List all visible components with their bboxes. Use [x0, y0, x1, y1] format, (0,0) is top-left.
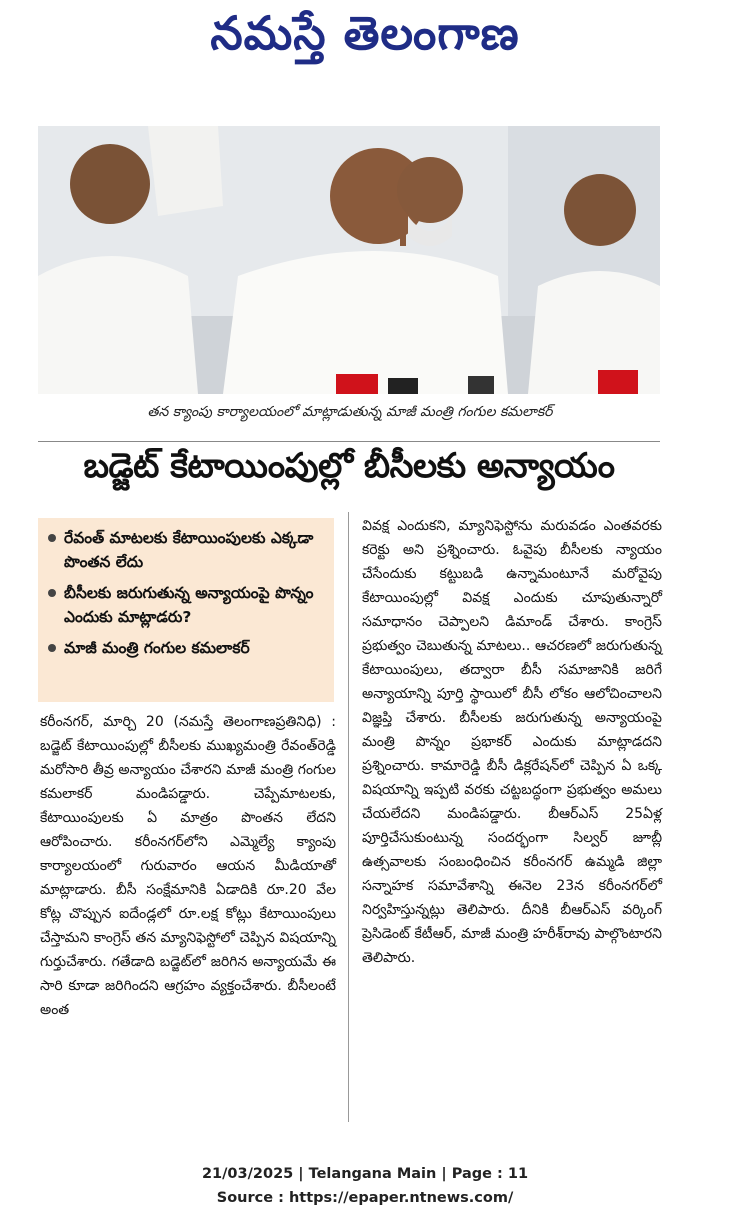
- highlights-box: [38, 518, 334, 702]
- highlight-item: [44, 636, 328, 660]
- footer-date-page: 21/03/2025 | Telangana Main | Page : 11: [201, 1166, 529, 1182]
- article-text-left: కరీంనగర్, మార్చి 20 (నమస్తే తెలంగాణప్రతినిధి) : బడ్జెట్ కేటాయింపుల్లో బీసీలకు ముఖ్యమంత్రి రేవంత్‌రెడ్డి మరోసారి తీవ్ర అన్యాయం చేశారని మాజీ మంత్రి గంగుల కమలాకర్ మండిపడ్డారు. చెప్పేమాటలకు, కేటాయింపులకు ఏ మాత్రం పొంతన లేదని ఆరోపించారు. కరీంనగర్‌లోని ఎమ్మెల్యే క్యాంపు కార్యాలయంలో గురువారం ఆయన మీడియాతో మాట్లాడారు. బీసీ సంక్షేమానికి ఏడాదికి రూ.20 వేల కోట్ల చొప్పున ఐదేండ్లలో రూ.లక్ష కోట్లు కేటాయింపులు చేస్తామని కాంగ్రెస్ తన మ్యానిఫెస్టోలో చెప్పిన విషయాన్ని గుర్తుచేశారు. గతేడాది బడ్జెట్‌లో జరిగిన అన్యాయమే ఈ సారి కూడా జరిగిందని ఆగ్రహం వ్యక్తంచేశారు. బీసీలంటే అంత: [40, 714, 336, 1018]
- article-column-left: [40, 710, 336, 1022]
- highlight-text: బీసీలకు జరుగుతున్న అన్యాయంపై పొన్నం ఎందుకు మాట్లాడరు?: [64, 584, 314, 626]
- article-text-right: వివక్ష ఎందుకని, మ్యానిఫెస్టోను మరువడం ఎంతవరకు కరెక్టు అని ప్రశ్నించారు. ఓవైపు బీసీలకు న్యాయం చేసేందుకు కట్టుబడి ఉన్నామంటూనే మరోవైపు కేటాయింపుల్లో వివక్ష ఎందుకు చూపుతున్నారో సమాధానం చెప్పాలని డిమాండ్ చేశారు. కాంగ్రెస్ ప్రభుత్వం చెబుతున్న మాటలు.. ఆచరణలో జరుగుతున్న కేటాయింపులు, తద్వారా బీసీ సమాజానికి జరిగే అన్యాయాన్ని పూర్తి స్థాయిలో బీసీ లోకం ఆలోచించాలని విజ్ఞప్తి చేశారు. బీసీలకు జరుగుతున్న అన్యాయంపై మంత్రి పొన్నం ప్రభాకర్ ఎందుకు మాట్లాడదని ప్రశ్నించారు. కామారెడ్డి బీసీ డిక్లరేషన్‌లో చెప్పిన ఏ ఒక్క విషయాన్ని ఇప్పటి వరకు చట్టబద్ధంగా ప్రభుత్వం అమలు చేయలేదని మండిపడ్డారు. బీఆర్ఎస్ 25ఏళ్ల పూర్తిచేసుకుంటున్న సందర్భంగా సిల్వర్ జూబ్లీ ఉత్సవాలకు సంబంధించిన కరీంనగర్ ఉమ్మడి జిల్లా సన్నాహక సమావేశాన్ని ఈనెల 23న కరీంనగర్‌లో నిర్వహిస్తున్నట్లు తెలిపారు. దీనికి బీఆర్ఎస్ వర్కింగ్ ప్రెసిడెంట్ కేటీఆర్, మాజీ మంత్రి హరీశ్‌రావు పాల్గొంటారని తెలిపారు.: [362, 518, 662, 966]
- news-photo: [38, 126, 660, 394]
- headline: బడ్జెట్ కేటాయింపుల్లో బీసీలకు అన్యాయం: [83, 446, 615, 486]
- highlight-text: మాజీ మంత్రి గంగుల కమలాకర్: [64, 639, 250, 657]
- masthead: [0, 6, 730, 76]
- column-divider: [348, 512, 349, 1122]
- bullet-icon: [48, 644, 56, 652]
- footer-source: Source : https://epaper.ntnews.com/: [216, 1190, 514, 1206]
- press-meet-image: [38, 126, 660, 394]
- article-column-right: [362, 514, 662, 970]
- caption-divider: [38, 441, 660, 442]
- highlight-text: రేవంత్ మాటలకు కేటాయింపులకు ఎక్కడా పొంతన లేదు: [64, 529, 314, 571]
- bullet-icon: [48, 589, 56, 597]
- highlight-item: [44, 526, 328, 574]
- highlight-item: [44, 581, 328, 629]
- bullet-icon: [48, 534, 56, 542]
- photo-caption: తన క్యాంపు కార్యాలయంలో మాట్లాడుతున్న మాజీ మంత్రి గంగుల కమలాకర్: [147, 404, 553, 420]
- footer: [0, 1162, 730, 1210]
- masthead-title: నమస్తే తెలంగాణ: [210, 6, 520, 60]
